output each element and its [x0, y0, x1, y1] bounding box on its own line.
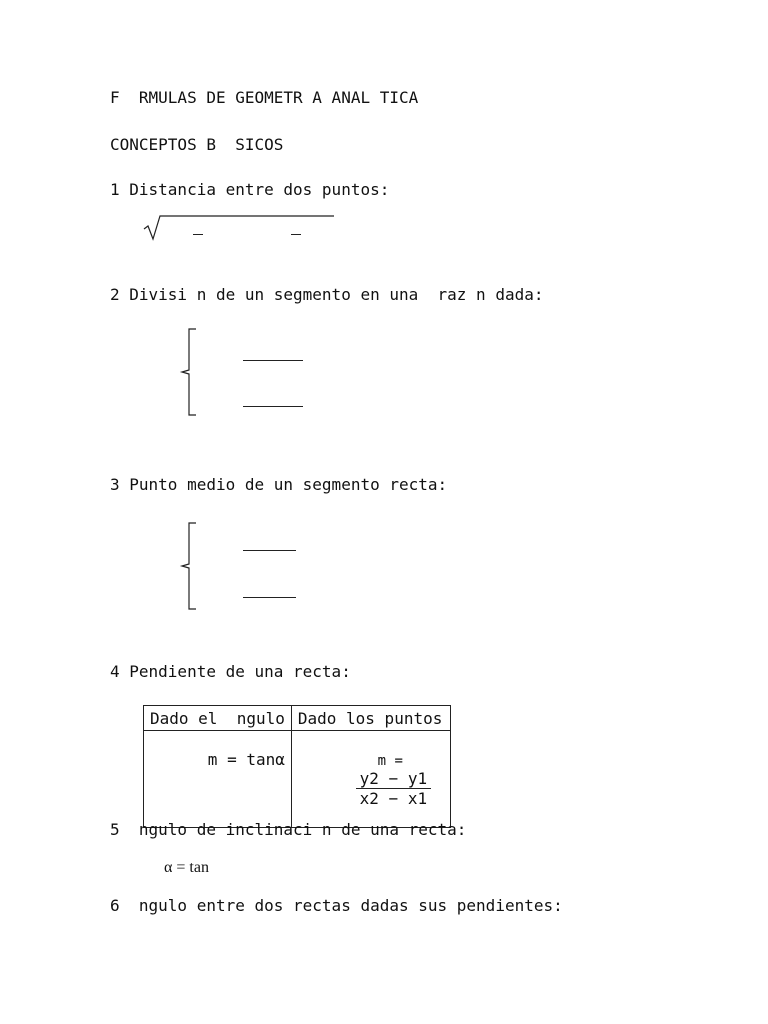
distance-minus-1: [193, 234, 203, 235]
left-brace-icon: [178, 520, 202, 614]
midpoint-fraction-bar-y: [243, 597, 296, 598]
slope-fraction: [356, 769, 431, 808]
distance-minus-2: [291, 234, 301, 235]
table-header-angle: Dado el ngulo: [144, 706, 292, 731]
page-title: F RMULAS DE GEOMETR A ANAL TICA: [110, 88, 419, 107]
section-subtitle: CONCEPTOS B SICOS: [110, 135, 284, 154]
table-cell-angle: [144, 731, 292, 828]
midpoint-fraction-bar-x: [243, 550, 296, 551]
table-header-points: Dado los puntos: [291, 706, 450, 731]
sqrt-radical-icon: [142, 212, 342, 242]
item-5-heading: 5 ngulo de inclinaci n de una recta:: [110, 820, 467, 839]
formula-angle: m = tanα: [207, 750, 285, 769]
table-cell-points: [291, 731, 450, 828]
m-label: m =: [377, 753, 403, 769]
slope-table: [143, 705, 451, 828]
division-fraction-bar-x: [243, 360, 303, 361]
item-3-heading: 3 Punto medio de un segmento recta:: [110, 475, 448, 494]
fraction-numerator: y2 − y1: [356, 769, 431, 789]
item-4-heading: 4 Pendiente de una recta:: [110, 662, 351, 681]
inclination-formula: α = tan: [164, 859, 209, 876]
item-1-heading: 1 Distancia entre dos puntos:: [110, 180, 390, 199]
left-brace-icon: [178, 326, 202, 420]
item-2-heading: 2 Divisi n de un segmento en una raz n dada:: [110, 285, 544, 304]
division-fraction-bar-y: [243, 406, 303, 407]
fraction-denominator: x2 − x1: [359, 789, 428, 808]
item-6-heading: 6 ngulo entre dos rectas dadas sus pendientes:: [110, 896, 563, 915]
